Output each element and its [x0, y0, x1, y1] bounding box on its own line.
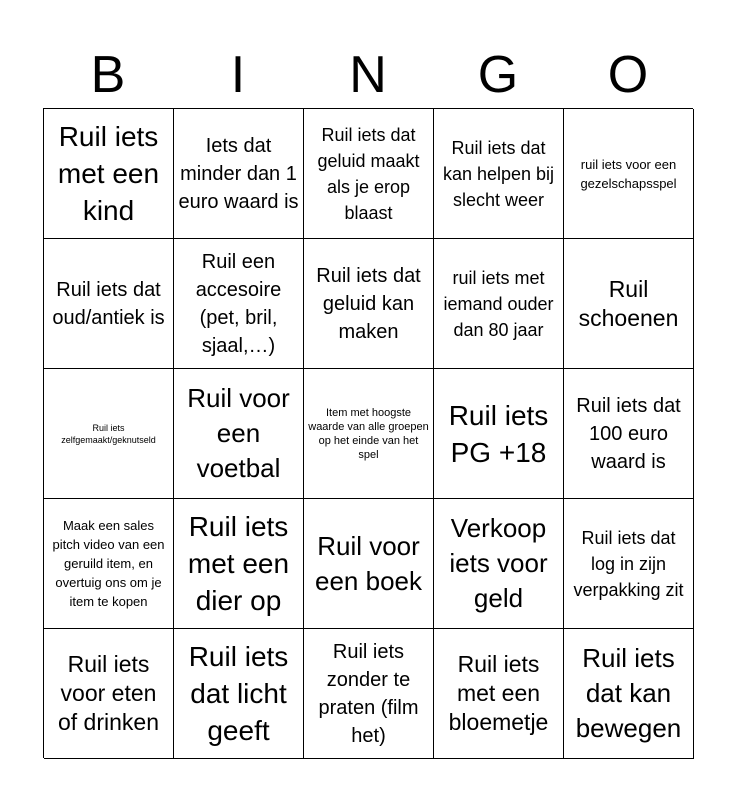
bingo-cell-r3c3[interactable] — [304, 369, 434, 499]
cell-text: Ruil voor een boek — [315, 530, 422, 596]
header-letter-i: I — [230, 46, 246, 104]
bingo-cell-r1c2[interactable] — [174, 109, 304, 239]
bingo-cell-r5c4[interactable] — [434, 629, 564, 759]
cell-text: Ruil iets met een kind — [57, 121, 160, 226]
cell-text: Ruil iets dat oud/antiek is — [52, 278, 165, 329]
bingo-cell-r3c4[interactable] — [434, 369, 564, 499]
cell-text: Item met hoogste waarde van alle groepen op het einde van het spel — [308, 406, 429, 461]
bingo-cell-r4c2[interactable] — [174, 499, 304, 629]
cell-text: ruil iets met iemand ouder dan 80 jaar — [443, 267, 554, 340]
bingo-cell-r2c3[interactable] — [304, 239, 434, 369]
bingo-cell-r3c2[interactable] — [174, 369, 304, 499]
cell-text: Ruil iets dat geluid kan maken — [316, 264, 421, 343]
cell-text: Ruil iets dat licht geeft — [188, 641, 289, 746]
bingo-cell-r3c5[interactable] — [564, 369, 694, 499]
bingo-cell-r5c3[interactable] — [304, 629, 434, 759]
cell-text: Ruil schoenen — [578, 275, 679, 331]
cell-text: Ruil iets zonder te praten (film het) — [318, 640, 419, 747]
cell-text: Ruil iets zelfgemaakt/geknutseld — [61, 422, 156, 445]
cell-text: Verkoop iets voor geld — [449, 513, 548, 613]
header-letter-n: N — [349, 46, 387, 104]
cell-text: Ruil iets dat kan bewegen — [575, 643, 682, 743]
bingo-cell-r2c1[interactable] — [44, 239, 174, 369]
bingo-cell-r5c1[interactable] — [44, 629, 174, 759]
bingo-cell-r3c1[interactable] — [44, 369, 174, 499]
bingo-cell-r5c5[interactable] — [564, 629, 694, 759]
cell-text: Ruil voor een voetbal — [187, 383, 290, 483]
bingo-header — [43, 42, 693, 108]
bingo-cell-r1c3[interactable] — [304, 109, 434, 239]
bingo-cell-r5c2[interactable] — [174, 629, 304, 759]
header-letter-b: B — [90, 46, 126, 104]
bingo-cell-r4c1[interactable] — [44, 499, 174, 629]
bingo-cell-r4c5[interactable] — [564, 499, 694, 629]
cell-text: Ruil iets dat log in zijn verpakking zit — [573, 527, 684, 600]
cell-text: Ruil iets dat 100 euro waard is — [576, 394, 681, 473]
cell-text: ruil iets voor een gezelschapsspel — [580, 156, 677, 191]
bingo-cell-r2c5[interactable] — [564, 239, 694, 369]
cell-text: Ruil iets PG +18 — [448, 399, 549, 468]
header-letter-g: G — [477, 46, 519, 104]
cell-text: Ruil iets dat geluid maakt als je erop blaast — [317, 124, 420, 223]
bingo-cell-r2c4[interactable] — [434, 239, 564, 369]
header-letter-o: O — [607, 46, 649, 104]
bingo-cell-r1c4[interactable] — [434, 109, 564, 239]
cell-text: Ruil iets met een dier op — [187, 511, 290, 616]
cell-text: Ruil iets met een bloemetje — [448, 651, 549, 735]
cell-text: Maak een sales pitch video van een geruild item, en overtuig ons om je item te kopen — [52, 518, 165, 609]
cell-text: Ruil een accesoire (pet, bril, sjaal,…) — [195, 250, 282, 357]
cell-text: Iets dat minder dan 1 euro waard is — [178, 134, 299, 213]
bingo-cell-r2c2[interactable] — [174, 239, 304, 369]
bingo-cell-r4c3[interactable] — [304, 499, 434, 629]
bingo-cell-r1c1[interactable] — [44, 109, 174, 239]
cell-text: Ruil iets voor eten of drinken — [57, 651, 159, 735]
cell-text: Ruil iets dat kan helpen bij slecht weer — [442, 137, 555, 210]
bingo-cell-r4c4[interactable] — [434, 499, 564, 629]
bingo-grid — [43, 108, 693, 758]
bingo-cell-r1c5[interactable] — [564, 109, 694, 239]
